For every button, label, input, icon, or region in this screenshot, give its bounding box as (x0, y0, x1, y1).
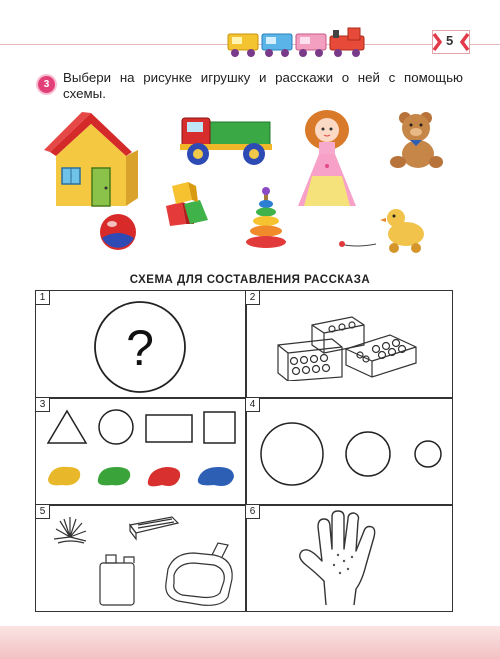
duck-icon (336, 204, 428, 256)
materials-icon (42, 513, 242, 609)
ball-icon (98, 212, 138, 252)
grid-row-divider (36, 397, 452, 399)
cell-number: 6 (246, 505, 260, 519)
cubes-icon (162, 180, 212, 228)
pyramid-icon (244, 186, 288, 252)
hand-icon (286, 509, 396, 609)
task-instruction: Выбери на рисунке игрушку и расскажи о ней с помощью схемы. (63, 70, 463, 101)
task-number-badge: 3 (38, 76, 55, 93)
truck-icon (178, 108, 274, 168)
cell-number: 3 (36, 398, 50, 412)
size-circles-icon (258, 419, 448, 489)
lego-bricks-icon (272, 311, 422, 381)
scheme-grid (35, 290, 453, 612)
cell-number: 4 (246, 398, 260, 412)
teddy-bear-icon (390, 110, 444, 172)
doll-icon (294, 106, 360, 210)
scheme-title: СХЕМА ДЛЯ СОСТАВЛЕНИЯ РАССКАЗА (129, 274, 371, 286)
footer-band (0, 626, 500, 659)
toy-train-icon (226, 26, 370, 60)
question-circle-icon (90, 299, 190, 395)
shapes-and-colors-icon (40, 405, 242, 501)
question-mark: ? (126, 320, 154, 376)
cell-number: 1 (36, 291, 50, 305)
grid-row-divider (36, 504, 452, 506)
page-number: 5 (446, 33, 454, 48)
grid-vertical-divider (245, 291, 247, 611)
cell-number: 5 (36, 505, 50, 519)
house-icon (42, 110, 140, 210)
cell-number: 2 (246, 291, 260, 305)
